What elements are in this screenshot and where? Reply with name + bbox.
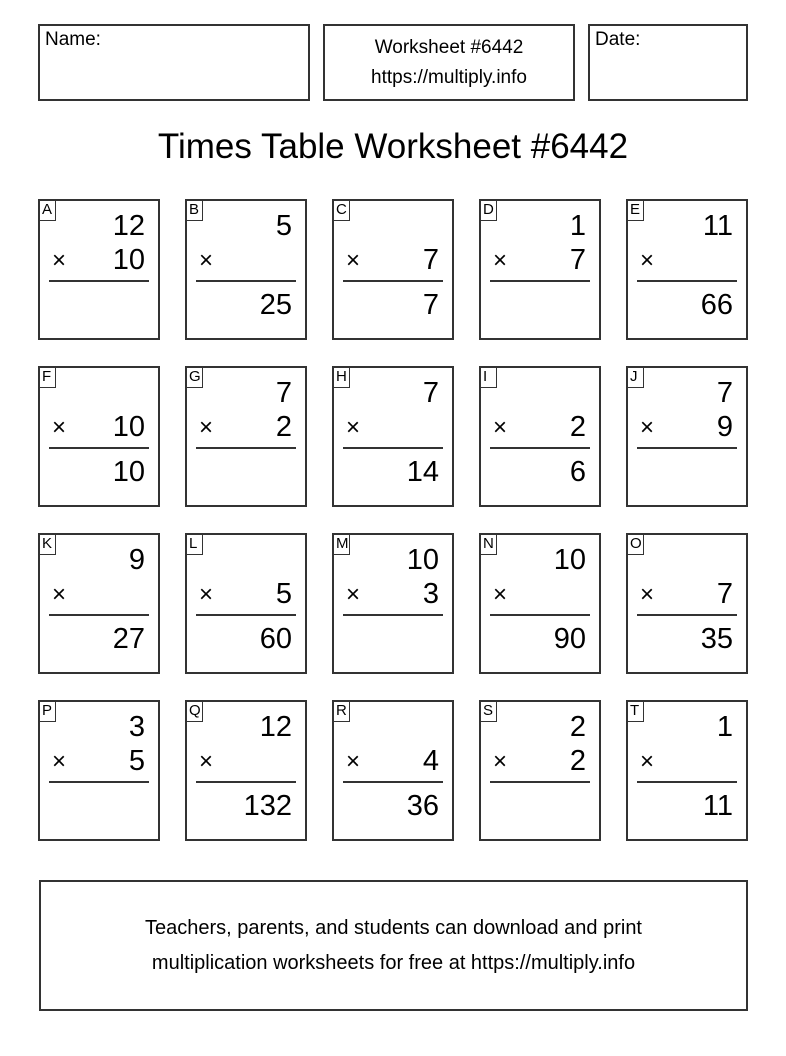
- top-factor: 11: [702, 210, 733, 242]
- problem-letter: L: [186, 534, 203, 555]
- product-answer: 27: [112, 623, 145, 655]
- times-sign: ×: [640, 247, 655, 274]
- bottom-factor: 7: [422, 244, 439, 276]
- product-answer: 14: [406, 456, 439, 488]
- problem-card-h: [332, 366, 454, 507]
- times-sign: ×: [493, 414, 508, 441]
- answer-rule: [49, 447, 149, 449]
- problem-letter: S: [480, 701, 497, 722]
- answer-rule: [637, 447, 737, 449]
- top-factor: 12: [259, 711, 292, 743]
- problem-card-g: [185, 366, 307, 507]
- problem-card-a: [38, 199, 160, 340]
- problem-card-p: [38, 700, 160, 841]
- problem-letter: A: [39, 200, 56, 221]
- problem-card-f: [38, 366, 160, 507]
- name-label: Name:: [45, 29, 101, 50]
- problem-card-c: [332, 199, 454, 340]
- times-sign: ×: [199, 581, 214, 608]
- product-answer: 10: [112, 456, 145, 488]
- product-answer: 60: [259, 623, 292, 655]
- footer-line-2: multiplication worksheets for free at https://multiply.info: [151, 951, 636, 974]
- problem-card-b: [185, 199, 307, 340]
- bottom-factor: 10: [112, 244, 145, 276]
- bottom-factor: 5: [275, 578, 292, 610]
- bottom-factor: 2: [275, 411, 292, 443]
- name-field-box[interactable]: [38, 24, 310, 101]
- times-sign: ×: [52, 247, 67, 274]
- times-sign: ×: [493, 247, 508, 274]
- top-factor: 1: [716, 711, 733, 743]
- times-sign: ×: [199, 748, 214, 775]
- top-factor: 3: [128, 711, 145, 743]
- answer-rule: [490, 781, 590, 783]
- problem-letter: I: [480, 367, 497, 388]
- worksheet-id-box: [323, 24, 575, 101]
- problem-letter: E: [627, 200, 644, 221]
- problem-letter: N: [480, 534, 497, 555]
- answer-rule: [196, 280, 296, 282]
- problem-card-o: [626, 533, 748, 674]
- problem-card-t: [626, 700, 748, 841]
- problem-card-q: [185, 700, 307, 841]
- bottom-factor: 7: [716, 578, 733, 610]
- answer-rule: [490, 447, 590, 449]
- bottom-factor: 5: [128, 745, 145, 777]
- problem-letter: K: [39, 534, 56, 555]
- times-sign: ×: [346, 414, 361, 441]
- top-factor: 10: [406, 544, 439, 576]
- problem-letter: O: [627, 534, 644, 555]
- footer-line-1: Teachers, parents, and students can download and print: [145, 916, 642, 939]
- problem-letter: B: [186, 200, 203, 221]
- times-sign: ×: [199, 414, 214, 441]
- times-sign: ×: [346, 748, 361, 775]
- answer-rule: [637, 781, 737, 783]
- answer-rule: [196, 781, 296, 783]
- product-answer: 66: [700, 289, 733, 321]
- top-factor: 10: [553, 544, 586, 576]
- top-factor: 7: [422, 377, 439, 409]
- product-answer: 11: [702, 790, 733, 822]
- answer-rule: [490, 614, 590, 616]
- problem-card-l: [185, 533, 307, 674]
- times-sign: ×: [52, 414, 67, 441]
- answer-rule: [49, 280, 149, 282]
- top-factor: 1: [569, 210, 586, 242]
- answer-rule: [343, 280, 443, 282]
- answer-rule: [196, 614, 296, 616]
- problem-letter: J: [627, 367, 644, 388]
- problem-card-n: [479, 533, 601, 674]
- problem-letter: P: [39, 701, 56, 722]
- answer-rule: [637, 280, 737, 282]
- answer-rule: [490, 280, 590, 282]
- answer-rule: [49, 614, 149, 616]
- product-answer: 6: [569, 456, 586, 488]
- problem-letter: Q: [186, 701, 203, 722]
- times-sign: ×: [640, 581, 655, 608]
- problem-letter: G: [186, 367, 203, 388]
- product-answer: 132: [243, 790, 292, 822]
- answer-rule: [343, 781, 443, 783]
- problem-letter: C: [333, 200, 350, 221]
- answer-rule: [49, 781, 149, 783]
- bottom-factor: 10: [112, 411, 145, 443]
- problem-card-k: [38, 533, 160, 674]
- product-answer: 36: [406, 790, 439, 822]
- bottom-factor: 9: [716, 411, 733, 443]
- problem-letter: F: [39, 367, 56, 388]
- bottom-factor: 2: [569, 745, 586, 777]
- times-sign: ×: [493, 748, 508, 775]
- date-field-box[interactable]: [588, 24, 748, 101]
- bottom-factor: 4: [422, 745, 439, 777]
- bottom-factor: 2: [569, 411, 586, 443]
- page-title: Times Table Worksheet #6442: [157, 127, 629, 166]
- times-sign: ×: [52, 581, 67, 608]
- problem-card-m: [332, 533, 454, 674]
- top-factor: 7: [275, 377, 292, 409]
- times-sign: ×: [346, 247, 361, 274]
- bottom-factor: 3: [422, 578, 439, 610]
- product-answer: 25: [259, 289, 292, 321]
- product-answer: 35: [700, 623, 733, 655]
- top-factor: 5: [275, 210, 292, 242]
- top-factor: 2: [569, 711, 586, 743]
- problem-letter: T: [627, 701, 644, 722]
- problem-letter: D: [480, 200, 497, 221]
- problem-letter: H: [333, 367, 350, 388]
- top-factor: 12: [112, 210, 145, 242]
- problem-card-i: [479, 366, 601, 507]
- times-sign: ×: [52, 748, 67, 775]
- times-sign: ×: [640, 414, 655, 441]
- problem-card-r: [332, 700, 454, 841]
- top-factor: 7: [716, 377, 733, 409]
- answer-rule: [343, 614, 443, 616]
- times-sign: ×: [640, 748, 655, 775]
- times-sign: ×: [493, 581, 508, 608]
- footer-note: [39, 880, 748, 1011]
- times-sign: ×: [346, 581, 361, 608]
- product-answer: 90: [553, 623, 586, 655]
- problem-letter: M: [333, 534, 350, 555]
- answer-rule: [196, 447, 296, 449]
- answer-rule: [343, 447, 443, 449]
- problem-card-j: [626, 366, 748, 507]
- date-label: Date:: [595, 29, 641, 50]
- problem-card-s: [479, 700, 601, 841]
- top-factor: 9: [128, 544, 145, 576]
- problem-card-e: [626, 199, 748, 340]
- answer-rule: [637, 614, 737, 616]
- product-answer: 7: [422, 289, 439, 321]
- times-sign: ×: [199, 247, 214, 274]
- bottom-factor: 7: [569, 244, 586, 276]
- worksheet-number: Worksheet #6442: [374, 36, 524, 58]
- problem-card-d: [479, 199, 601, 340]
- problem-letter: R: [333, 701, 350, 722]
- worksheet-url: https://multiply.info: [371, 66, 527, 88]
